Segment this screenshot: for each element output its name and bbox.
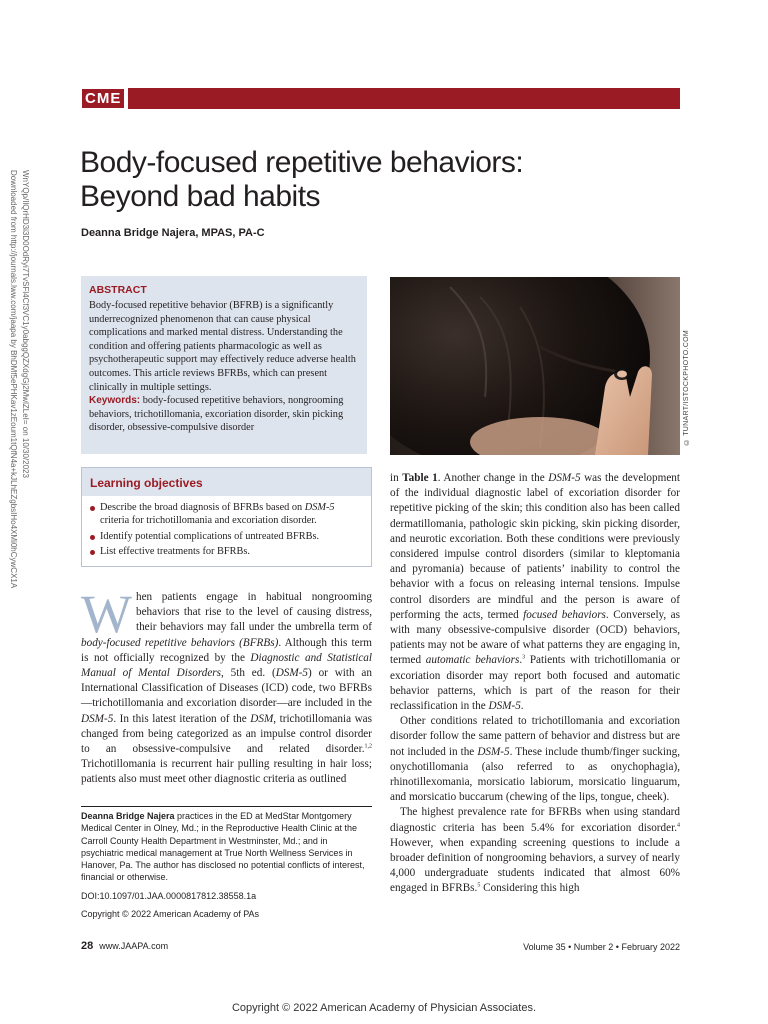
abstract-body: Body-focused repetitive behavior (BFRB) is a significantly underrecognized phenomenon that can cause physical complications and marked mental distress. Understanding the condition and offering patients pharmacologic as well as psychotherapeutic support may effectively reduce adverse health outcomes. This article reviews BFRBs, which can present clinically in multiple settings. bbox=[89, 300, 356, 393]
learning-objectives-box bbox=[81, 467, 372, 567]
photo-illustration bbox=[390, 277, 680, 455]
page-number: 28 bbox=[81, 940, 94, 952]
issue-info: Volume 35 • Number 2 • February 2022 bbox=[523, 942, 680, 952]
photo-credit: © TUNART/ISTOCKPHOTO.COM bbox=[683, 330, 690, 446]
copyright-line: Copyright © 2022 American Academy of PAs bbox=[81, 909, 260, 920]
body-paragraph: The highest prevalence rate for BFRBs when using standard diagnostic criteria has been 5.4% for excoriation disorder.$^4$ However, when expanding screening questions to include a broader definition of nongrooming behaviors, a survey of nearly 4,000 undergraduate students indicated that almost 60% engaged in BFRBs.$^5$ Considering this high bbox=[390, 806, 680, 895]
abstract-keywords bbox=[89, 394, 359, 435]
cme-tag: CME bbox=[81, 88, 128, 109]
objective-item bbox=[90, 530, 363, 543]
body-column-right bbox=[390, 471, 680, 897]
author-bio bbox=[81, 810, 372, 926]
objective-text: Describe the broad diagnosis of BFRBs based on bbox=[100, 502, 305, 513]
keywords-text: body-focused repetitive behaviors, nongrooming behaviors, trichotillomania, excoriation disorder, skin picking disorder, obsessive-compulsive disorder bbox=[89, 395, 344, 434]
keywords-label: Keywords: bbox=[89, 395, 141, 407]
side-notice-line-2: WnYQp/IlQrHD3i3D0OdRyi7TvSFl4Cf3VC1y0abggQZXdgGj2MwlZLeI= on 10/30/2023 bbox=[21, 170, 30, 478]
body-paragraph: When patients engage in habitual nongrooming behaviors that rise to the level of causing distress, their behaviors may fall under the umbrella term of body-focused repetitive behaviors (BFRBs). Although this term is not officially recognized by the Diagnostic and Statistical Manual of Mental Disorders, 5th ed. (DSM-5) or with an International Classification of Diseases (ICD) code, two BFRBs—trichotillomania and excoriation disorder—are included in the DSM-5. In this latest iteration of the DSM, trichotillomania was changed from being categorized as an impulse control disorder to an obsessive-compulsive and related disorder.$^{1,2}$ Trichotillomania is recurrent hair pulling resulting in hair loss; patients also must meet other diagnostic criteria as outlined bbox=[81, 584, 373, 786]
article-title: Body-focused repetitive behaviors: Beyond bad habits bbox=[80, 146, 524, 213]
drop-cap: W bbox=[81, 584, 132, 644]
body-paragraph: in Table 1. Another change in the DSM-5 was the development of the individual diagnostic label of excoriation disorder for repetitive picking of the skin; this condition also has been called dermatillomania, pathologic skin picking, skin picking disorder, and neurotic excoriation. Both these conditions were previously considered impulse control disorders (similar to kleptomania and pyromania) because of patients’ inability to control the behavior with a focus on releasing internal tensions. Impulse control disorders are mindful and the person is aware of performing the acts, termed focused behaviors. Conversely, as with many obsessive-compulsive disorder (OCD) behaviors, patients may not be aware of what patterns they are engaging in, termed automatic behaviors.$^3$ Patients with trichotillomania or excoriation disorder may report both focused and automatic behavior patterns, which is part of the reason for their reclassification in the DSM-5. bbox=[390, 472, 681, 713]
objective-text: List effective treatments for BFRBs. bbox=[100, 546, 250, 558]
abstract-box bbox=[81, 276, 367, 454]
bio-body: practices in the ED at MedStar Montgomery Medical Center in Olney, Md.; in the Reproductive Health Clinic at the Carroll County Health Department in Westminster, Md.; and in psychiatric medical management at True North Wellness Services in Hanover, Pa. The author has disclosed no potential conflicts of interest, financial or otherwise. bbox=[81, 811, 365, 883]
body-paragraph: Other conditions related to trichotillomania and excoriation disorder follow the same pattern of behavior and distress but are not included in the DSM-5. These include thumb/finger sucking, onychotillomania (also referred to as onychophagia), rhinotillexomania, morsicatio labiorum, morsicatio linguarum, and morsicatio buccarum (chewing of the lips, tongue, cheek). bbox=[390, 715, 680, 804]
body-column-left bbox=[81, 584, 373, 788]
side-download-notice bbox=[8, 170, 44, 640]
bottom-copyright-notice: Copyright © 2022 American Academy of Physician Associates. bbox=[231, 1002, 537, 1014]
page-footer-left bbox=[81, 940, 168, 952]
objective-text: Identify potential complications of untreated BFRBs. bbox=[100, 530, 320, 542]
hair-pulling-photo bbox=[390, 277, 680, 455]
objective-item bbox=[90, 501, 363, 528]
objective-text-italic: DSM-5 bbox=[304, 502, 335, 513]
side-notice-line-1: Downloaded from http://journals.lww.com/jaapa by BhDMf5ePHKav1zEoum1tQfN4a+kJLhEZgbsIHo4XMi0hCywCX1A bbox=[9, 170, 18, 589]
objective-text: criteria for trichotillomania and excoriation disorder. bbox=[100, 515, 317, 527]
article-author: Deanna Bridge Najera, MPAS, PA-C bbox=[81, 227, 265, 239]
bio-author-name: Deanna Bridge Najera bbox=[81, 811, 175, 821]
abstract-heading: ABSTRACT bbox=[89, 284, 147, 296]
doi[interactable]: DOI:10.1097/01.JAA.0000817812.38558.1a bbox=[81, 890, 257, 901]
objective-item bbox=[90, 545, 363, 558]
learning-objectives-heading: Learning objectives bbox=[82, 468, 371, 496]
bio-text bbox=[81, 810, 372, 884]
journal-site-link[interactable]: www.JAAPA.com bbox=[99, 941, 169, 951]
learning-objectives-list bbox=[82, 501, 371, 559]
bio-divider bbox=[81, 806, 372, 807]
cme-header-bar bbox=[81, 88, 680, 109]
